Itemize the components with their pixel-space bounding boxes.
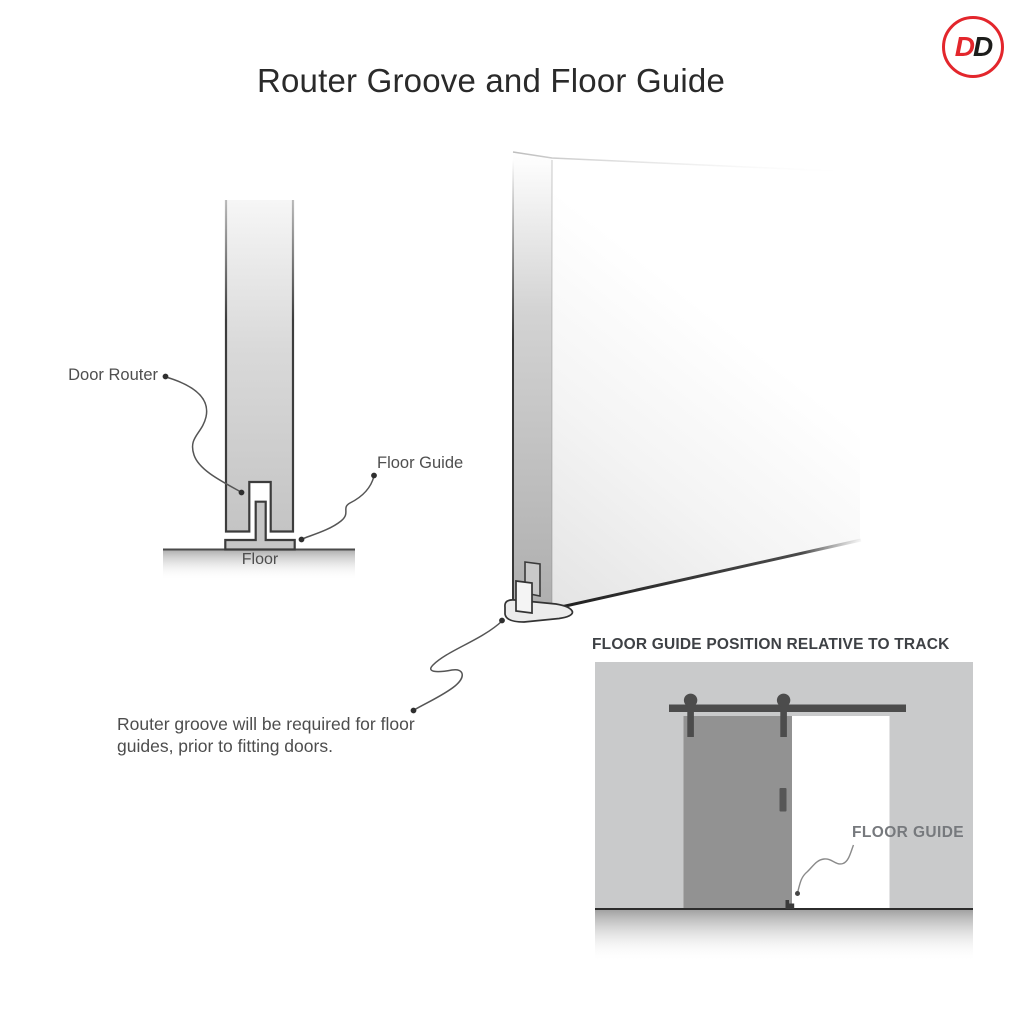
floor-guide-tab	[516, 581, 532, 613]
door-perspective	[411, 152, 861, 713]
door-edge	[513, 152, 552, 609]
leader-dot	[795, 891, 800, 896]
door-router-label: Door Router	[68, 366, 158, 384]
door-bottom-with-groove	[226, 200, 293, 532]
leader-dot	[163, 374, 169, 380]
floor-label: Floor	[241, 551, 279, 568]
door-cross-section	[163, 200, 377, 581]
floor-guide-track-label: FLOOR GUIDE	[852, 824, 965, 841]
logo-letter-d1: D	[954, 31, 973, 62]
track-diagram-heading: FLOOR GUIDE POSITION RELATIVE TO TRACK	[592, 636, 950, 653]
logo-letter-d2: D	[973, 31, 992, 62]
floor-area	[595, 910, 973, 963]
router-groove-note: Router groove will be required for floor guides, prior to fitting doors.	[117, 714, 415, 757]
leader-dot	[299, 537, 305, 543]
floor-guide-leader-line	[299, 473, 377, 543]
door-handle	[780, 788, 787, 812]
doorway-opening	[788, 716, 890, 910]
track-position-diagram	[595, 662, 973, 963]
note-leader-line	[411, 618, 505, 714]
page-title: Router Groove and Floor Guide	[256, 62, 726, 99]
dd-logo	[942, 16, 1004, 78]
sliding-door	[684, 716, 793, 910]
door-front-face	[552, 158, 860, 609]
floor-guide-label: Floor Guide	[377, 454, 464, 472]
leader-dot	[499, 618, 505, 624]
leader-dot	[371, 473, 377, 479]
leader-dot	[239, 490, 245, 496]
